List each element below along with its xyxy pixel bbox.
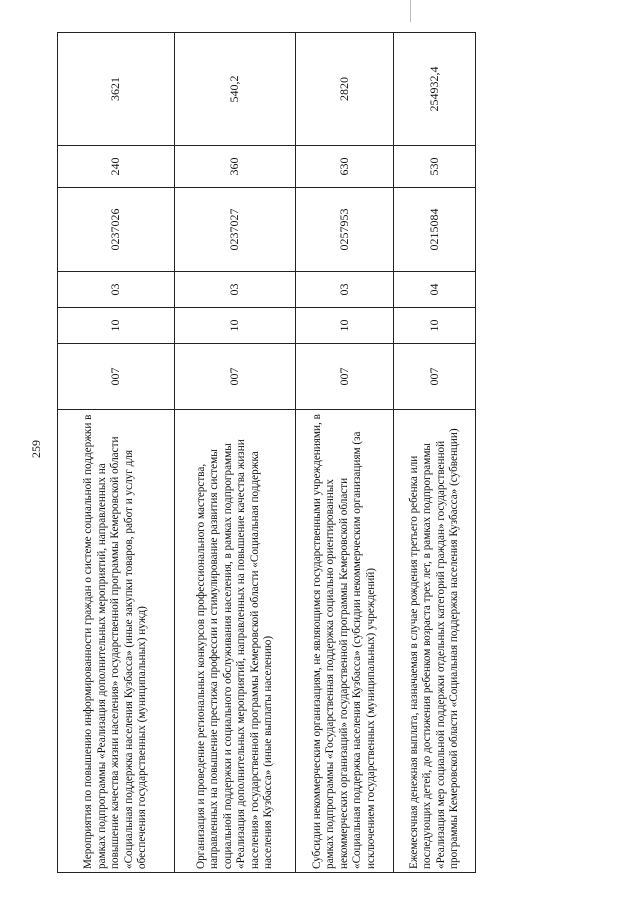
section-code: 10 xyxy=(296,308,394,344)
ministry-code: 007 xyxy=(58,344,175,410)
target-article-code: 0257953 xyxy=(296,188,394,272)
target-article-code: 0215084 xyxy=(394,188,476,272)
scan-edge-mark xyxy=(410,0,411,22)
page-number: 259 xyxy=(29,440,43,458)
table-row xyxy=(296,33,394,873)
budget-table xyxy=(57,32,476,873)
ministry-code: 007 xyxy=(175,344,296,410)
expense-type-code: 240 xyxy=(58,146,175,188)
subsection-code: 04 xyxy=(394,272,476,308)
expense-type-code: 630 xyxy=(296,146,394,188)
row-description: Мероприятия по повышению информированности граждан о системе социальной поддержки в рамках подпрограммы «Реализация дополнительных мероприятий, направленных на повышение качества жизни населения» государственной программы Кемеровской области «Социальная поддержка населения Кузбасса» (иные закупки товаров, работ и услуг для обеспечения государственных (муниципальных) нужд) xyxy=(58,410,175,873)
row-description: Организация и проведение региональных конкурсов профессионального мастерства, направленных на повышение престижа профессии и стимулирование развития системы социальной поддержки и социального обслуживания населения, в рамках подпрограммы «Реализация дополнительных мероприятий, направленных на повышение качества жизни населения» государственной программы Кемеровской области «Социальная поддержка населения Кузбасса» (иные выплаты населению) xyxy=(175,410,296,873)
row-description: Ежемесячная денежная выплата, назначаемая в случае рождения третьего ребенка или последующих детей, до достижения ребенком возраста трех лет, в рамках подпрограммы «Реализация мер социальной поддержки отдельных категорий граждан» государственной программы Кемеровской области «Социальная поддержка населения Кузбасса» (субвенции) xyxy=(394,410,476,873)
amount-value: 2820 xyxy=(296,33,394,146)
subsection-code: 03 xyxy=(58,272,175,308)
amount-value: 254932,4 xyxy=(394,33,476,146)
subsection-code: 03 xyxy=(296,272,394,308)
target-article-code: 0237027 xyxy=(175,188,296,272)
section-code: 10 xyxy=(394,308,476,344)
subsection-code: 03 xyxy=(175,272,296,308)
amount-value: 3621 xyxy=(58,33,175,146)
expense-type-code: 530 xyxy=(394,146,476,188)
ministry-code: 007 xyxy=(394,344,476,410)
amount-value: 540,2 xyxy=(175,33,296,146)
row-description: Субсидии некоммерческим организациям, не являющимся государственными учреждениями, в рамках подпрограммы «Государственная поддержка социально ориентированных некоммерческих организаций» государственной программы Кемеровской области «Социальная поддержка населения Кузбасса» (субсидии некоммерческим организациям (за исключением государственных (муниципальных) учреждений) xyxy=(296,410,394,873)
rotated-table-container xyxy=(57,33,475,873)
section-code: 10 xyxy=(58,308,175,344)
table-row xyxy=(58,33,175,873)
expense-type-code: 360 xyxy=(175,146,296,188)
table-row xyxy=(394,33,476,873)
ministry-code: 007 xyxy=(296,344,394,410)
section-code: 10 xyxy=(175,308,296,344)
table-row xyxy=(175,33,296,873)
target-article-code: 0237026 xyxy=(58,188,175,272)
